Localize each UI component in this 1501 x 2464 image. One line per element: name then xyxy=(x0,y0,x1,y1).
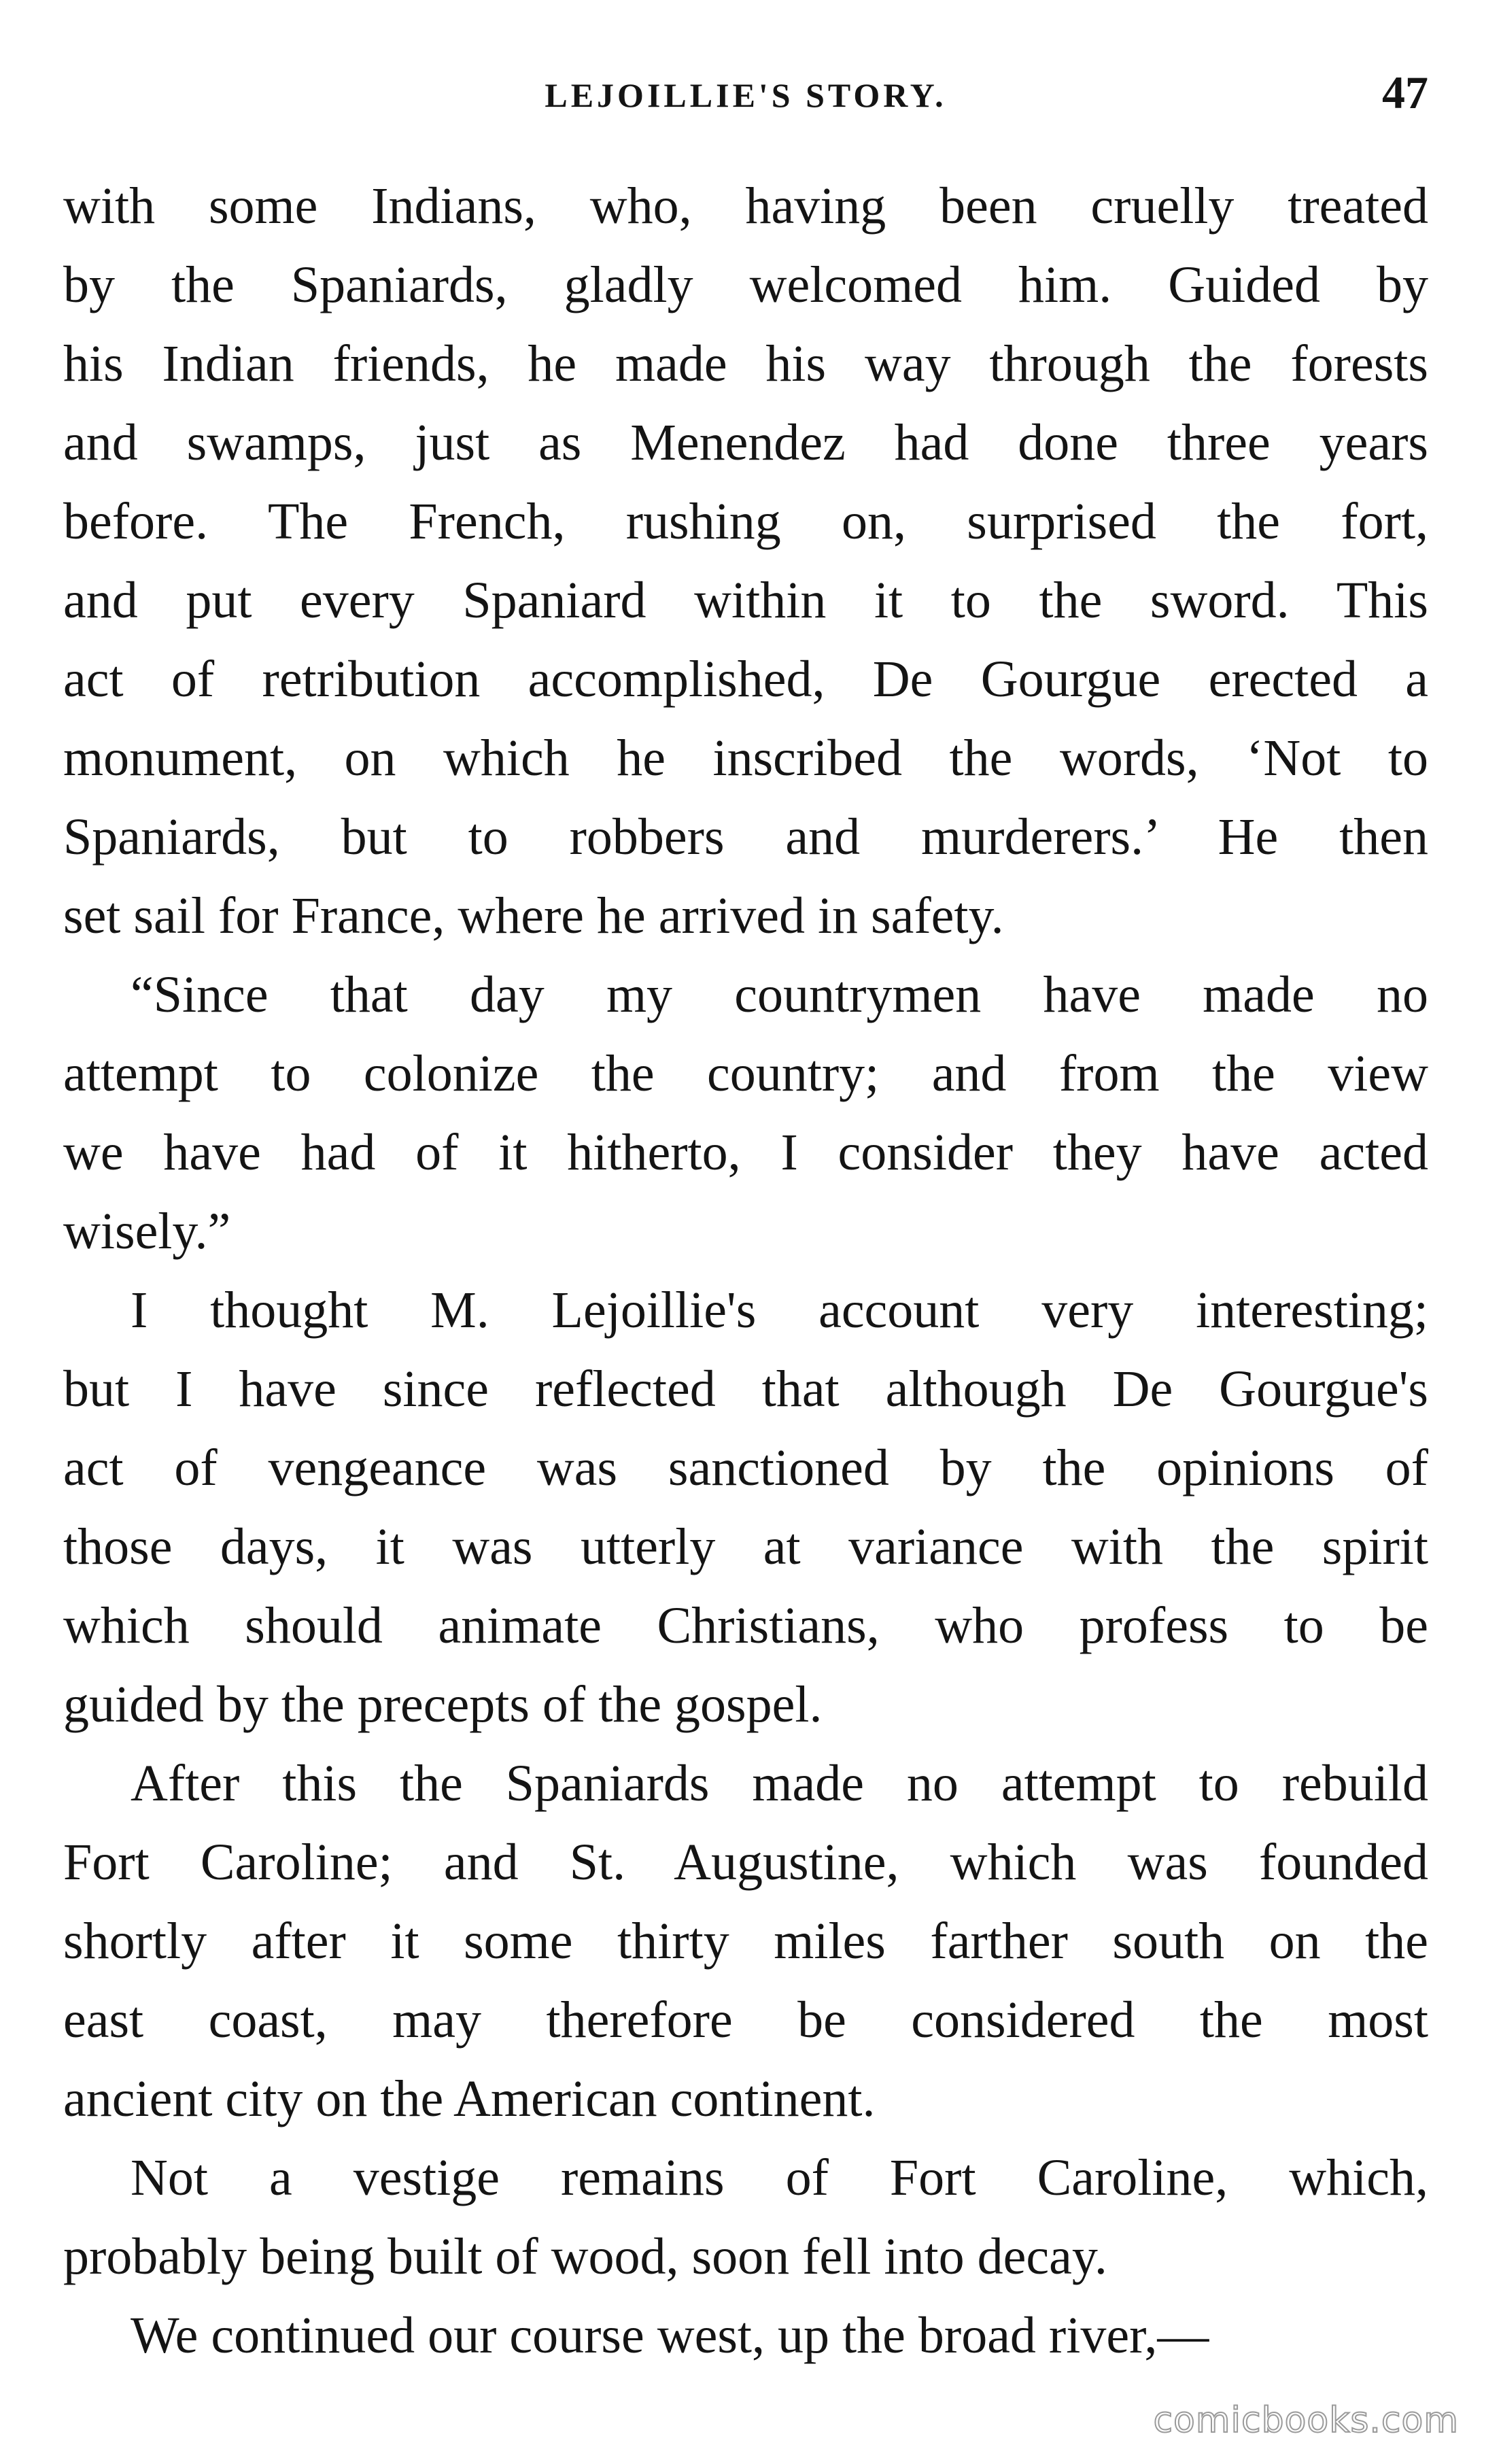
text-line: by the Spaniards, gladly welcomed him. Guided by xyxy=(63,256,1428,313)
text-line: with some Indians, who, having been cruelly treated xyxy=(63,177,1428,235)
watermark: comicbooks.com xyxy=(1153,2400,1459,2441)
text-line: act of retribution accomplished, De Gourgue erected a xyxy=(63,651,1428,708)
text-line: wisely.” xyxy=(63,1203,231,1260)
text-line: east coast, may therefore be considered the most xyxy=(63,1991,1428,2049)
text-line: I thought M. Lejoillie's account very interesting; xyxy=(131,1282,1428,1339)
text-line: we have had of it hitherto, I consider they have acted xyxy=(63,1124,1428,1181)
text-line: attempt to colonize the country; and from the view xyxy=(63,1045,1428,1102)
text-line: his Indian friends, he made his way through the forests xyxy=(63,335,1428,392)
text-line: shortly after it some thirty miles farther south on the xyxy=(63,1913,1428,1970)
text-line: After this the Spaniards made no attempt to rebuild xyxy=(131,1755,1428,1812)
text-line: Fort Caroline; and St. Augustine, which was founded xyxy=(63,1834,1428,1891)
text-line: those days, it was utterly at variance with the spirit xyxy=(63,1518,1428,1575)
text-line: We continued our course west, up the broad river,— xyxy=(131,2307,1209,2364)
text-line: Not a vestige remains of Fort Caroline, which, xyxy=(131,2149,1428,2206)
text-line: and put every Spaniard within it to the sword. This xyxy=(63,572,1428,629)
text-line: ancient city on the American continent. xyxy=(63,2070,876,2127)
text-line: set sail for France, where he arrived in safety. xyxy=(63,887,1004,944)
text-line: but I have since reflected that although De Gourgue's xyxy=(63,1361,1428,1418)
body-text xyxy=(63,167,1428,2375)
text-line: and swamps, just as Menendez had done three years xyxy=(63,414,1428,471)
text-line: act of vengeance was sanctioned by the opinions of xyxy=(63,1439,1428,1496)
text-line: Spaniards, but to robbers and murderers.’ He then xyxy=(63,808,1428,866)
text-line: monument, on which he inscribed the words, ‘Not to xyxy=(63,730,1428,787)
running-title: LEJOILLIE'S STORY. xyxy=(545,76,947,114)
text-line: probably being built of wood, soon fell into decay. xyxy=(63,2228,1107,2285)
text-line: “Since that day my countrymen have made no xyxy=(131,966,1428,1023)
page-number: 47 xyxy=(1382,67,1428,118)
text-line: guided by the precepts of the gospel. xyxy=(63,1676,823,1733)
text-line: which should animate Christians, who profess to be xyxy=(63,1597,1428,1654)
page-header xyxy=(63,65,1428,126)
text-line: before. The French, rushing on, surprised the fort, xyxy=(63,493,1428,550)
